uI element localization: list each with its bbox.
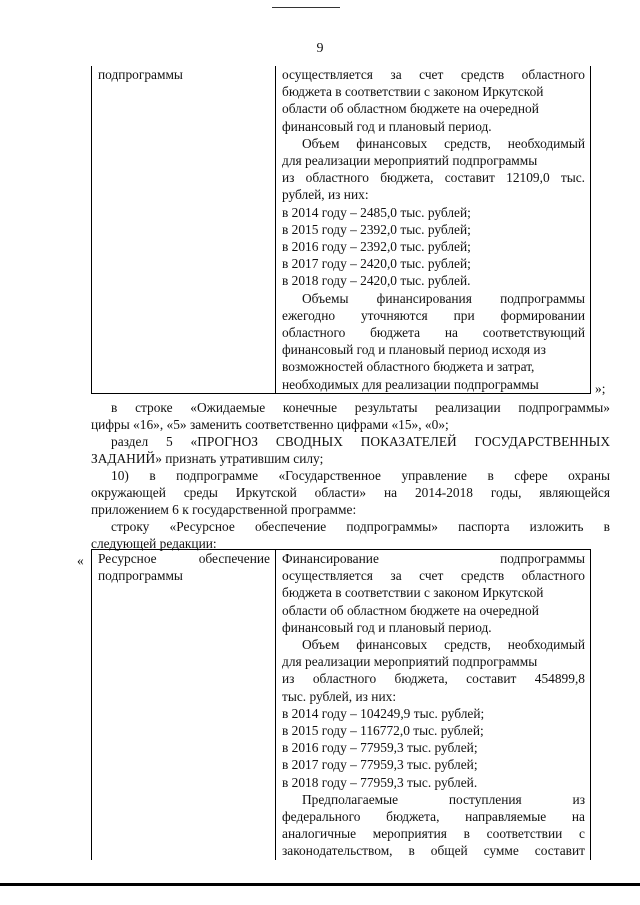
closing-quote: »; <box>595 381 606 396</box>
text-line: Предполагаемые поступления из <box>302 791 585 807</box>
text-line: области об областном бюджете на очередной <box>282 101 539 117</box>
opening-quote: « <box>77 553 84 568</box>
text-line: бюджета в соответствии с законом Иркутской <box>282 585 544 601</box>
text-line: Объем финансовых средств, необходимый <box>302 637 585 653</box>
text-line: законодательством, в общей сумме составит <box>282 843 585 859</box>
top-rule <box>272 7 340 8</box>
text-line: финансовый год и плановый период. <box>282 619 492 635</box>
text-line: в 2016 году – 2392,0 тыс. рублей; <box>282 239 471 255</box>
text-line: Объемы финансирования подпрограммы <box>302 290 585 306</box>
text-line: цифры «16», «5» заменить соответственно цифрами «15», «0»; <box>91 417 449 433</box>
text-line: тыс. рублей, из них: <box>282 688 397 704</box>
text-line: приложением 6 к государственной программе: <box>91 502 357 518</box>
text-line: окружающей среды Иркутской области» на 2014-2018 годы, являющейся <box>91 485 610 501</box>
paragraph <box>91 399 610 433</box>
text-line: строку «Ресурсное обеспечение подпрограммы» паспорта изложить в <box>111 519 610 534</box>
paragraph <box>91 467 610 519</box>
page-number: 9 <box>316 41 324 56</box>
text-line: из областного бюджета, составит 12109,0 тыс. <box>282 170 585 186</box>
text-line: федерального бюджета, направляемые на <box>282 809 585 825</box>
text-line: в 2014 году – 104249,9 тыс. рублей; <box>282 705 485 721</box>
table-row <box>92 550 591 860</box>
paragraph <box>91 433 610 467</box>
table-continued <box>91 66 591 394</box>
text-line: в строке «Ожидаемые конечные результаты реализации подпрограммы» <box>111 400 610 415</box>
table-new-edition <box>91 549 591 860</box>
text-line: для реализации мероприятий подпрограммы <box>282 654 538 670</box>
table1-label-cell <box>92 66 276 393</box>
text-line: из областного бюджета, составит 454899,8 <box>282 671 585 687</box>
text-line: в 2018 году – 2420,0 тыс. рублей. <box>282 273 471 289</box>
text-line: осуществляется за счет средств областного <box>282 568 585 584</box>
text-line: для реализации мероприятий подпрограммы <box>282 153 538 169</box>
text-line: бюджета в соответствии с законом Иркутской <box>282 84 544 100</box>
text-line: ежегодно уточняются при формировании <box>282 307 585 323</box>
text-line: необходимых для реализации подпрограммы <box>282 376 539 392</box>
text-line: областного бюджета на соответствующий <box>282 325 585 341</box>
text-line: рублей, из них: <box>282 187 369 203</box>
table2-label-cell <box>92 550 276 860</box>
text-line: в 2017 году – 77959,3 тыс. рублей; <box>282 757 478 773</box>
table1-content-cell <box>276 66 591 393</box>
text-line: в 2018 году – 77959,3 тыс. рублей. <box>282 774 478 790</box>
text-line: Финансирование подпрограммы <box>282 551 585 566</box>
text-line: в 2015 году – 116772,0 тыс. рублей; <box>282 723 484 739</box>
bottom-rule <box>0 883 640 886</box>
text-line: подпрограммы <box>98 568 183 584</box>
text-line: возможностей областного бюджета и затрат, <box>282 359 535 375</box>
paragraph <box>91 518 610 552</box>
table1-label: подпрограммы <box>98 67 183 82</box>
text-line: Объем финансовых средств, необходимый <box>302 135 585 151</box>
text-line: в 2015 году – 2392,0 тыс. рублей; <box>282 221 471 237</box>
text-line: финансовый год и плановый период исходя из <box>282 342 546 358</box>
text-line: в 2016 году – 77959,3 тыс. рублей; <box>282 740 478 756</box>
text-line: осуществляется за счет средств областного <box>282 67 585 82</box>
text-line: в 2017 году – 2420,0 тыс. рублей; <box>282 256 471 272</box>
table-row <box>92 66 591 393</box>
text-line: следующей редакции: <box>91 536 217 552</box>
text-line: аналогичные мероприятия в соответствии с <box>282 826 585 842</box>
text-line: раздел 5 «ПРОГНОЗ СВОДНЫХ ПОКАЗАТЕЛЕЙ ГОСУДАРСТВЕННЫХ <box>111 434 610 449</box>
text-line: в 2014 году – 2485,0 тыс. рублей; <box>282 204 471 220</box>
text-line: области об областном бюджете на очередной <box>282 602 539 618</box>
table2-content-cell <box>276 550 591 860</box>
text-line: ЗАДАНИЙ» признать утратившим силу; <box>91 451 324 467</box>
text-line: 10) в подпрограмме «Государственное управление в сфере охраны <box>111 468 610 483</box>
text-line: финансовый год и плановый период. <box>282 118 492 134</box>
text-line: Ресурсное обеспечение <box>98 551 270 566</box>
